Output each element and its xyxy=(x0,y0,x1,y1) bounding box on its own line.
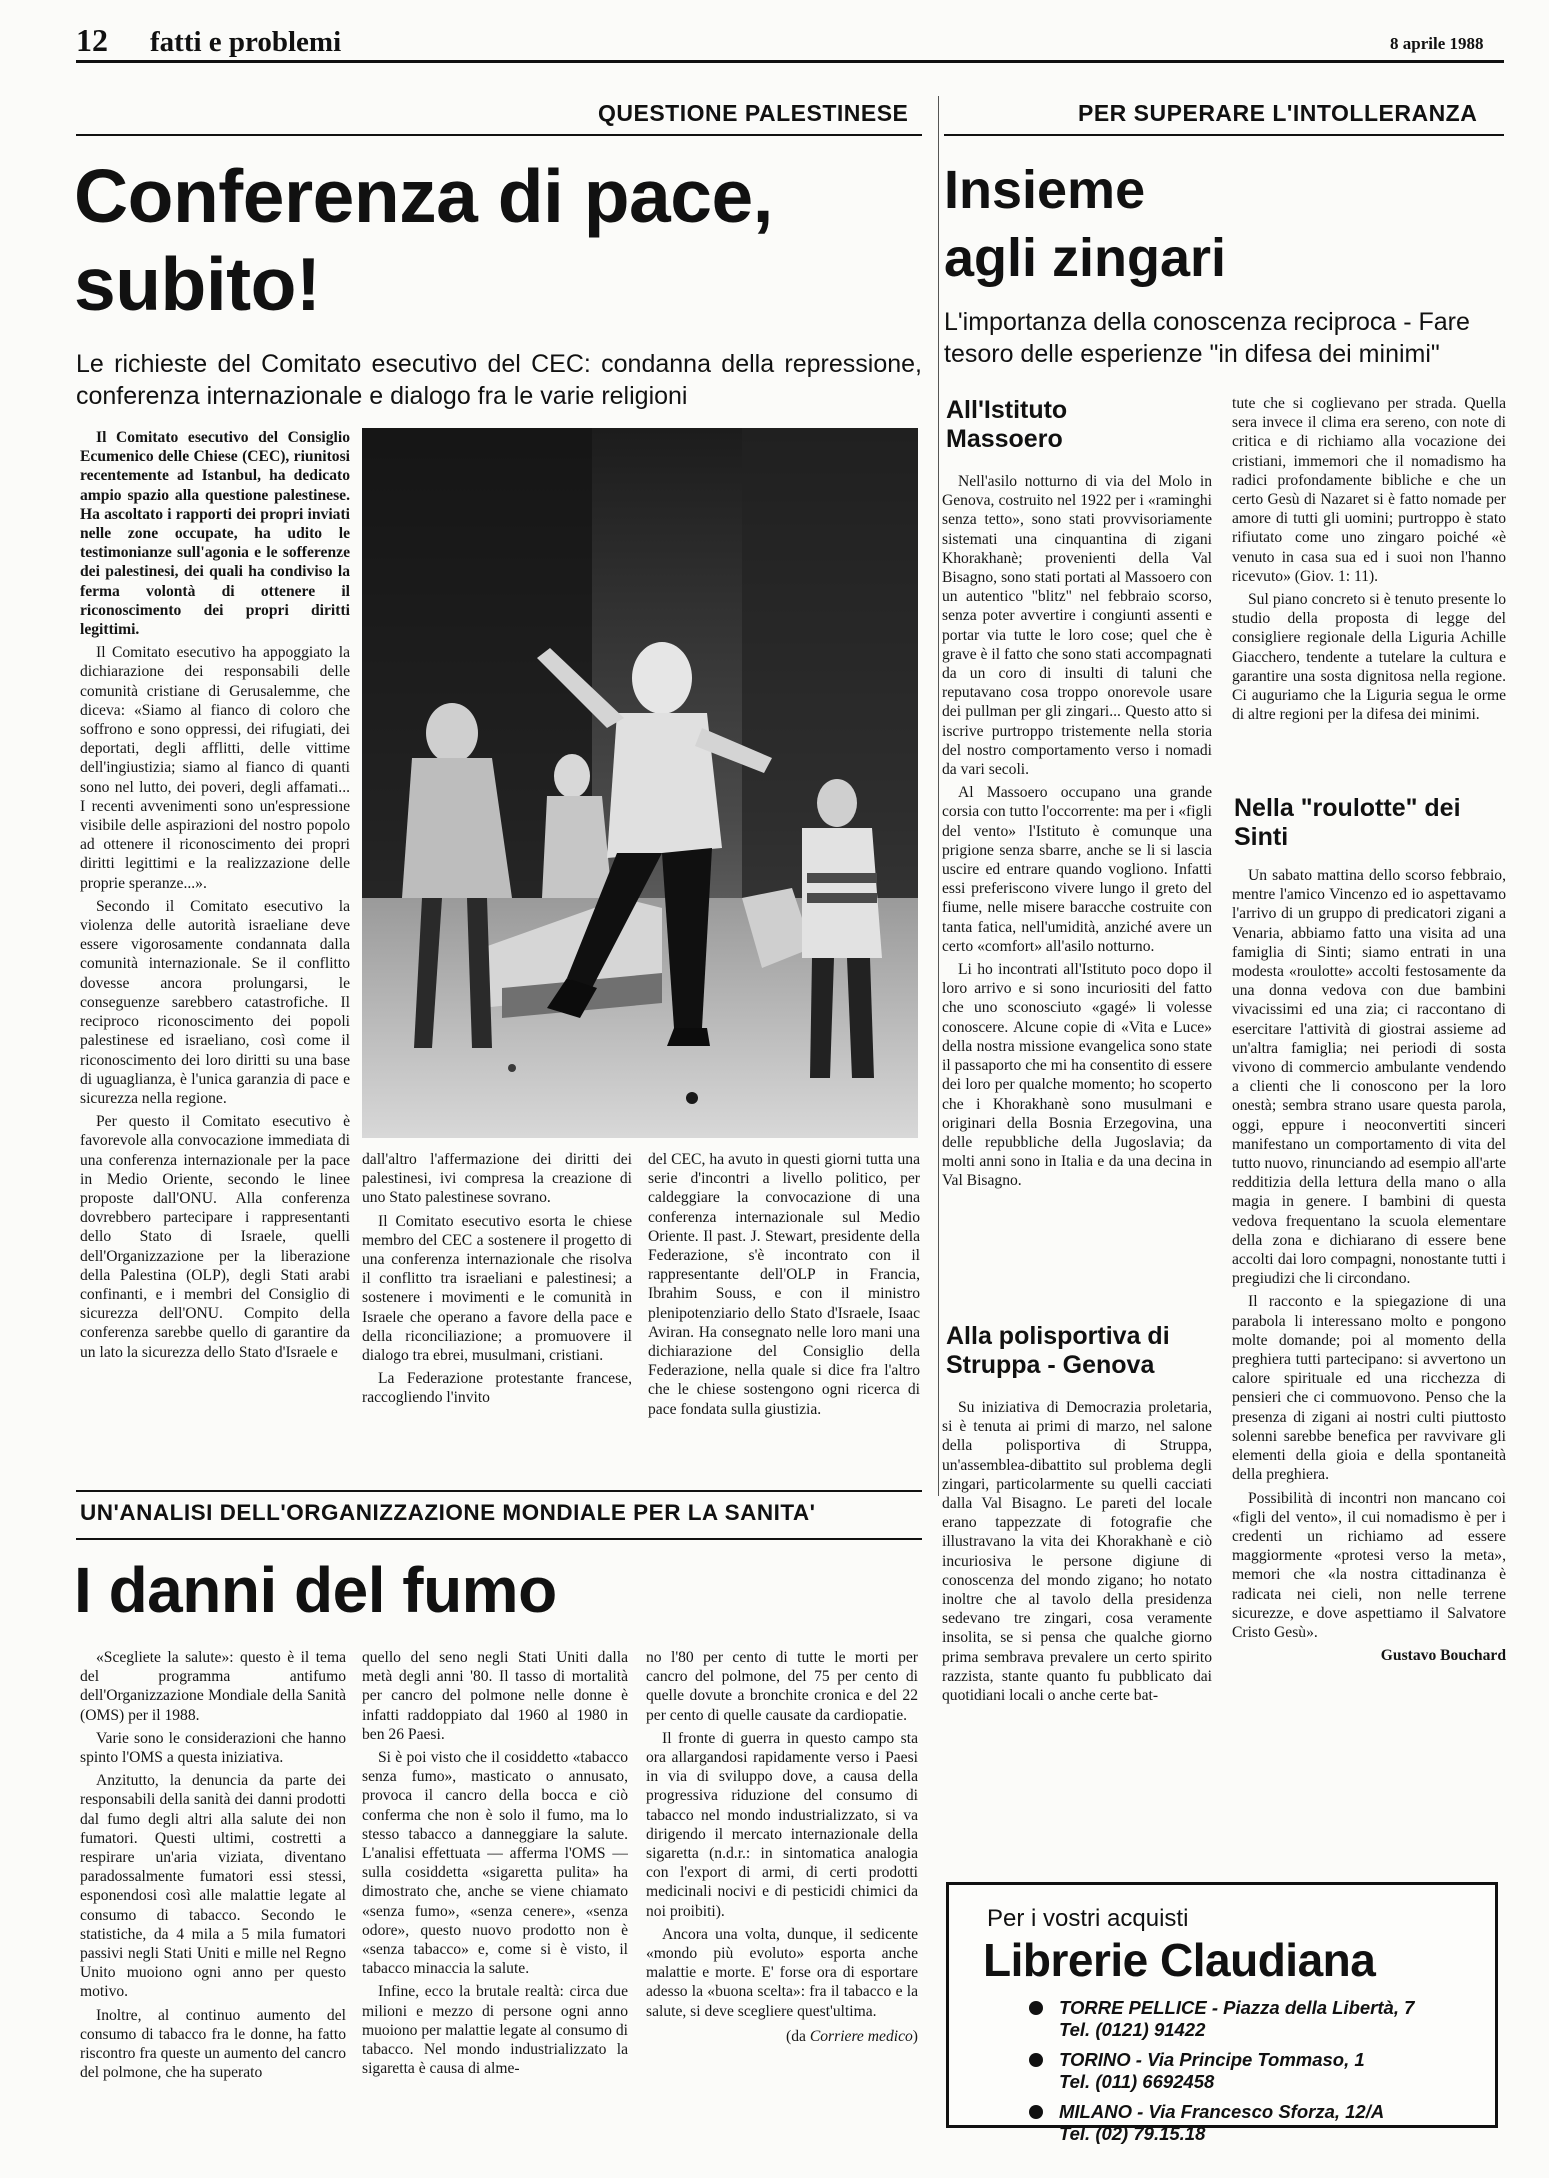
paragraph: Per questo il Comitato esecutivo è favorevole alla convocazione immediata di una conferenza internazionale per la pace in Medio Oriente, secondo le linee proposte dall'ONU. Alla conferenza dovrebbero partecipare i rappresentanti dello Stato di Israele, quelli dell'Organizzazione per la liberazione della Palestina (OLP), degli Stati arabi confinanti, e i membri del Consiglio di sicurezza dell'ONU. Compito della conferenza sarebbe quello di garantire da un lato la sicurezza dello Stato d'Israele e xyxy=(80,1113,350,1361)
kicker-rule-left xyxy=(76,134,922,136)
ad-store-location: TORRE PELLICE - Piazza della Libertà, 7 xyxy=(1059,1997,1415,2018)
source-credit: (da Corriere medico) xyxy=(786,2027,918,2045)
subtitle-palestine: Le richieste del Comitato esecutivo del CEC: condanna della repressione, conferenza internazionale e dialogo fra le varie religioni xyxy=(76,350,922,410)
issue-date: 8 aprile 1988 xyxy=(1390,34,1484,53)
subhead-roulotte-sinti: Nella "roulotte" dei Sinti xyxy=(1234,794,1461,851)
paragraph: Infine, ecco la brutale realtà: circa due milioni e mezzo di persone ogni anno muoiono per malattie legate al consumo di tabacco. Nel mondo industrializzato la sigaretta è causa di alme- xyxy=(362,1983,628,2078)
zingari-column-a-top xyxy=(942,472,1212,1307)
paragraph: Anzitutto, la denuncia da parte dei responsabili della sanità dei danni prodotti dal fumo degli altri alla salute dei non fumatori. Questi ultimi, costretti a respirare un'aria viziata, diventano paradossalmente fumatori essi stessi, esponendosi così alle malattie legate al consumo di tabacco. Secondo le statistiche, da 4 mila a 5 mila fumatori passivi negli Stati Uniti e mille nel Regno Unito muoiono ogni anno per questo motivo. xyxy=(80,1772,346,2001)
ad-store-list xyxy=(1029,1997,1489,2145)
column-divider xyxy=(938,96,939,1496)
paragraph: no l'80 per cento di tutte le morti per cancro del polmone, del 75 per cento di quelle dovute a bronchite cronica e del 22 per cento di quelle causate da cardiopatie. xyxy=(646,1649,918,1724)
palestine-column-2 xyxy=(362,1150,632,1460)
paragraph: Inoltre, al continuo aumento del consumo di tabacco fra le donne, ha fatto riscontro fra queste un aumento del cancro del polmone, che ha superato xyxy=(80,2006,346,2082)
headline-line-2: agli zingari xyxy=(944,228,1227,288)
protest-photo-image xyxy=(362,428,918,1138)
palestine-column-3 xyxy=(648,1150,920,1460)
ad-store-milano xyxy=(1029,2101,1489,2145)
kicker-questione-palestinese: QUESTIONE PALESTINESE xyxy=(598,100,909,126)
bullet-icon xyxy=(1029,2053,1043,2067)
header-rule xyxy=(76,60,1504,63)
paragraph: Sul piano concreto si è tenuto presente lo studio della proposta di legge del consigliere regionale della Liguria Achille Giacchero, tendente a tutelare la cultura e garantire una sosta dignitosa nella regione. Ci auguriamo che la Liguria segua le orme di altre regioni per la difesa dei minimi. xyxy=(1232,591,1506,724)
subhead-polisportiva: Alla polisportiva di Struppa - Genova xyxy=(946,1322,1170,1379)
bullet-icon xyxy=(1029,2105,1043,2119)
ad-store-text xyxy=(1059,2049,1365,2093)
section-name: fatti e problemi xyxy=(150,26,342,58)
ad-intro: Per i vostri acquisti xyxy=(987,1905,1189,1932)
paragraph: Li ho incontrati all'Istituto poco dopo il loro arrivo e si sono incuriositi del fatto che uno sconosciuto «gagé» li volesse conoscere. Alcune copie di «Vita e Luce» della nostra missione evangelica sono state il passaporto che mi ha consentito di essere dei loro per qualche momento; ho scoperto che i Khorakhanè sono musulmani e originari della Bosnia Erzegovina, una delle repubbliche della Jugoslavia; da molti anni sono in Italia e da una decina in Val Bisagno. xyxy=(942,961,1212,1190)
ad-store-phone: Tel. (0121) 91422 xyxy=(1059,2019,1206,2040)
ad-store-location: MILANO - Via Francesco Sforza, 12/A xyxy=(1059,2101,1385,2122)
headline-line-1: Conferenza di pace, xyxy=(74,154,774,238)
zingari-column-b-bottom xyxy=(1232,866,1506,1828)
headline-line-2: subito! xyxy=(74,242,321,326)
ad-store-location: TORINO - Via Principe Tommaso, 1 xyxy=(1059,2049,1365,2070)
paragraph: Ancora una volta, dunque, il sedicente «mondo più evoluto» esporta anche malattie e morte. E' forse ora di esportare adesso la «buona scelta»: fra il tabacco e la salute, si deve scegliere quest'ultima. xyxy=(646,1925,918,2020)
paragraph: Su iniziativa di Democrazia proletaria, si è tenuta ai primi di marzo, nel salone della polisportiva di Struppa, un'assemblea-dibattito sul problema degli zingari, particolarmente su quelli cacciati dalla Val Bisagno. Le pareti del locale erano tappezzate di fotografie che illustravano la vita dei Khorakhanè e ciò incuriosiva le persone digiune di conoscenza del mondo zigano; ho notato inoltre che al tavolo della presidenza sedevano tre zingari, cosa veramente insolita, se si pensa che qualche giorno prima sembrava prevalere un certo spirito razzista, stante quanto fu pubblicato dai quotidiani locali o anche certe bat- xyxy=(942,1399,1212,1705)
paragraph: «Scegliete la salute»: questo è il tema del programma antifumo dell'Organizzazione Mondiale della Sanità (OMS) per il 1988. xyxy=(80,1649,346,1724)
ad-store-name: Librerie Claudiana xyxy=(983,1934,1376,1986)
kicker-intolleranza: PER SUPERARE L'INTOLLERANZA xyxy=(1078,100,1478,126)
paragraph: Secondo il Comitato esecutivo la violenza delle autorità israeliane deve essere vigorosamente condannata dalla comunità internazionale. Se il conflitto dovesse ancora prolungarsi, le conseguenze sarebbero catastrofiche. Il reciproco riconoscimento dei popoli palestinese ed israeliano, così come il riconoscimento dei loro diritti su una base di uguaglianza, è l'unica garanzia di pace e sicurezza nella regione. xyxy=(80,897,350,1107)
paragraph: Il Comitato esecutivo esorta le chiese membro del CEC a sostenere il progetto di una conferenza internazionale che risolva il conflitto tra israeliani e palestinesi; a sostenere i movimenti e le comunità in Israele che operano a favore della pace e della riconciliazione; a promuovere il dialogo tra ebrei, musulmani, cristiani. xyxy=(362,1212,632,1365)
paragraph: Nell'asilo notturno di via del Molo in Genova, costruito nel 1922 per i «raminghi senza tetto», sono stati provvisoriamente sistemati una cinquantina di zigani Khorakhanè; provenienti della Val Bisagno, sono stati portati al Massoero con un autentico "blitz" nel febbraio scorso, senza poter avvertire i congiunti assenti e portar via tutte le loro cose; quel che è grave è il fatto che sono stati accompagnati da un coro di insulti di taluni che reputavano cosa troppo onorevole usare dei pullman per gli zingari... Questo atto si iscrive purtroppo tristemente nella storia del nostro comportamento verso i nomadi da vari secoli. xyxy=(942,473,1212,779)
paragraph: Al Massoero occupano una grande corsia con tutto l'occorrente: ma per i «figli del vento» l'Istituto è comunque una prigione senza sbarre, anche se li si lascia uscire ed entrare quando vogliono. Infatti essi preferiscono vivere lungo il greto del fiume, nelle misere baracche costruite con tanta fatica, nell'umidità, anziché avere un certo «comfort» all'asilo notturno. xyxy=(942,784,1212,955)
fumo-rule-bottom xyxy=(76,1538,922,1540)
ad-store-torre-pellice xyxy=(1029,1997,1489,2041)
ad-librerie-claudiana xyxy=(946,1882,1498,2144)
fumo-rule-top xyxy=(76,1490,922,1492)
paragraph: dall'altro l'affermazione dei diritti dei palestinesi, ivi compresa la creazione di uno Stato palestinese sovrano. xyxy=(362,1151,632,1207)
subtitle-zingari: L'importanza della conoscenza reciproca - Fare tesoro delle esperienze "in difesa dei minimi" xyxy=(944,308,1470,368)
author-signature: Gustavo Bouchard xyxy=(1380,1647,1506,1665)
paragraph: La Federazione protestante francese, raccogliendo l'invito xyxy=(362,1370,632,1407)
ad-store-phone: Tel. (011) 6692458 xyxy=(1059,2071,1215,2092)
fumo-column-2 xyxy=(362,1648,628,2158)
ad-store-torino xyxy=(1029,2049,1489,2093)
paragraph: tute che si coglievano per strada. Quella sera invece il clima era sereno, con note di critica e di richiamo alla vocazione dei cristiani, immemori che il nomadismo ha radici profondamente bibliche e che un certo Gesù di Nazaret si è fatto nomade per amore di tutti gli uomini; purtroppo è stato rifiutato come uno zingaro poiché «è venuto in casa sua ed i suoi non l'hanno ricevuto» (Giov. 1: 11). xyxy=(1232,395,1506,585)
page-number: 12 xyxy=(76,22,108,58)
ad-store-text xyxy=(1059,2101,1384,2145)
paragraph: Il Comitato esecutivo ha appoggiato la dichiarazione dei responsabili delle comunità cristiane di Gerusalemme, che diceva: «Siamo al fianco di coloro che soffrono e sono oppressi, dei rifugiati, dei deportati, degli afflitti, delle vittime dell'ingiustizia; siamo al fianco di quanti sono nel lutto, dei poveri, degli affamati... I recenti avvenimenti sono un'espressione visibile delle aspirazioni del nostro popolo ad ottenere il riconoscimento dei propri diritti legittimi e la realizzazione delle proprie speranze...». xyxy=(80,644,350,892)
headline-line-1: Insieme xyxy=(944,160,1146,220)
kicker-rule-right xyxy=(944,134,1504,136)
ad-store-phone: Tel. (02) 79.15.18 xyxy=(1059,2123,1206,2144)
paragraph: Il fronte di guerra in questo campo sta ora allargandosi rapidamente verso i Paesi in via di sviluppo dove, a causa della progressiva riduzione del consumo di tabacco nel mondo industrializzato, si va dirigendo il mercato internazionale della sigaretta (n.d.r.: in sintomatica analogia con l'export di armi, di certi prodotti medicinali nocivi e di pesticidi chimici da noi proibiti). xyxy=(646,1729,918,1920)
paragraph: quello del seno negli Stati Uniti dalla metà degli anni '80. Il tasso di mortalità per cancro del polmone nelle donne è infatti raddoppiato dal 1960 al 1980 in ben 26 Paesi. xyxy=(362,1649,628,1743)
zingari-column-b-top xyxy=(1232,394,1506,784)
subhead-istituto-massoero: All'Istituto Massoero xyxy=(946,396,1068,453)
palestine-column-1 xyxy=(80,428,350,1458)
bullet-icon xyxy=(1029,2001,1043,2015)
paragraph: Un sabato mattina dello scorso febbraio, mentre l'amico Vincenzo ed io aspettavamo l'arrivo di un gruppo di predicatori zigani a Venaria, abbiamo fatto una visita ad una famiglia di Sinti; siamo entrati in una modesta «roulotte» accolti festosamente da una donna vedova con due bambini vivacissimi ed una zia; ci raccontano di esercitare l'attività di giostrai assieme ad un'altra famiglia; nei periodi di sosta vivono di commercio ambulante vendendo a clienti che li conoscono per la loro onestà; sembra strano usare questa parola, oggi, eppure i neoconvertiti sinceri manifestano un comportamento di vita del tutto nuovo, rinunciando ad esempio all'arte redditizia della lettura della mano o alla magia in genere. I bambini di questa vedova frequentano la scuola elementare della zona e dichiarano di essere bene accolti dai loro compagni, nonostante tutti i pregiudizi che li circondano. xyxy=(1232,867,1506,1288)
paragraph: del CEC, ha avuto in questi giorni tutta una serie d'incontri a livello politico, per caldeggiare la convocazione di una conferenza internazionale sul Medio Oriente. Il past. J. Stewart, presidente della Federazione, s'è incontrato con il rappresentante dell'OLP in Francia, Ibrahim Souss, e con il ministro plenipotenziario dello Stato d'Israele, Isaac Aviran. Ha consegnato nelle loro mani una dichiarazione del Consiglio della Federazione, nella quale si dice fra l'altro che le chiese sostengono ogni ricerca di pace fondata sulla giustizia. xyxy=(648,1151,920,1418)
kicker-oms: UN'ANALISI DELL'ORGANIZZAZIONE MONDIALE PER LA SANITA' xyxy=(80,1500,816,1525)
paragraph: Varie sono le considerazioni che hanno spinto l'OMS a questa iniziativa. xyxy=(80,1729,346,1767)
fumo-column-1 xyxy=(80,1648,346,2158)
protest-photo xyxy=(362,428,918,1138)
paragraph: Si è poi visto che il cosiddetto «tabacco senza fumo», masticato o annusato, provoca il cancro della bocca e ciò conferma che non è solo il fumo, ma lo stesso tabacco a danneggiare la salute. L'analisi effettuata — afferma l'OMS — sulla cosiddetta «sigaretta pulita» ha dimostrato che, anche se viene chiamato «senza fumo», «senza cenere», «senza odore», questo nuovo prodotto non è «senza tabacco» e, come si è visto, il tabacco minaccia la salute. xyxy=(362,1749,628,1978)
headline-fumo: I danni del fumo xyxy=(74,1554,557,1626)
paragraph: Possibilità di incontri non mancano coi «figli del vento», il cui nomadismo è per i credenti un richiamo ad essere maggiormente «protesi verso la meta», memori che «la nostra cittadinanza è radicata nei cieli, non nelle terrene sicurezze, e dove aspettiamo il Salvatore Cristo Gesù». xyxy=(1232,1489,1506,1641)
fumo-column-3 xyxy=(646,1648,918,2158)
headline-zingari xyxy=(944,156,1504,292)
paragraph: Il Comitato esecutivo del Consiglio Ecumenico delle Chiese (CEC), riunitosi recentemente ad Istanbul, ha dedicato ampio spazio alla questione palestinese. Ha ascoltato i rapporti dei propri inviati nelle zone occupate, ha udito le testimonianze sull'agonia e le sofferenze dei palestinesi, dei quali ha condiviso la ferma volontà di ottenere il riconoscimento dei propri diritti legittimi. xyxy=(80,429,350,639)
zingari-column-a-bottom xyxy=(942,1398,1212,1818)
headline-palestine xyxy=(74,152,934,328)
paragraph: Il racconto e la spiegazione di una parabola li interessano molto e pongono molte domande; poi al momento della preghiera tutti partecipano: si avvertono un calore spirituale ed una ricchezza di pensieri che ci commuovono. Penso che la presenza di zigani ai nostri culti piuttosto solenni sarebbe benefica per ravvivare gli elementi della gioia e della spontaneità della preghiera. xyxy=(1232,1293,1506,1484)
source-name: Corriere medico xyxy=(809,2027,913,2045)
ad-store-text xyxy=(1059,1997,1414,2041)
